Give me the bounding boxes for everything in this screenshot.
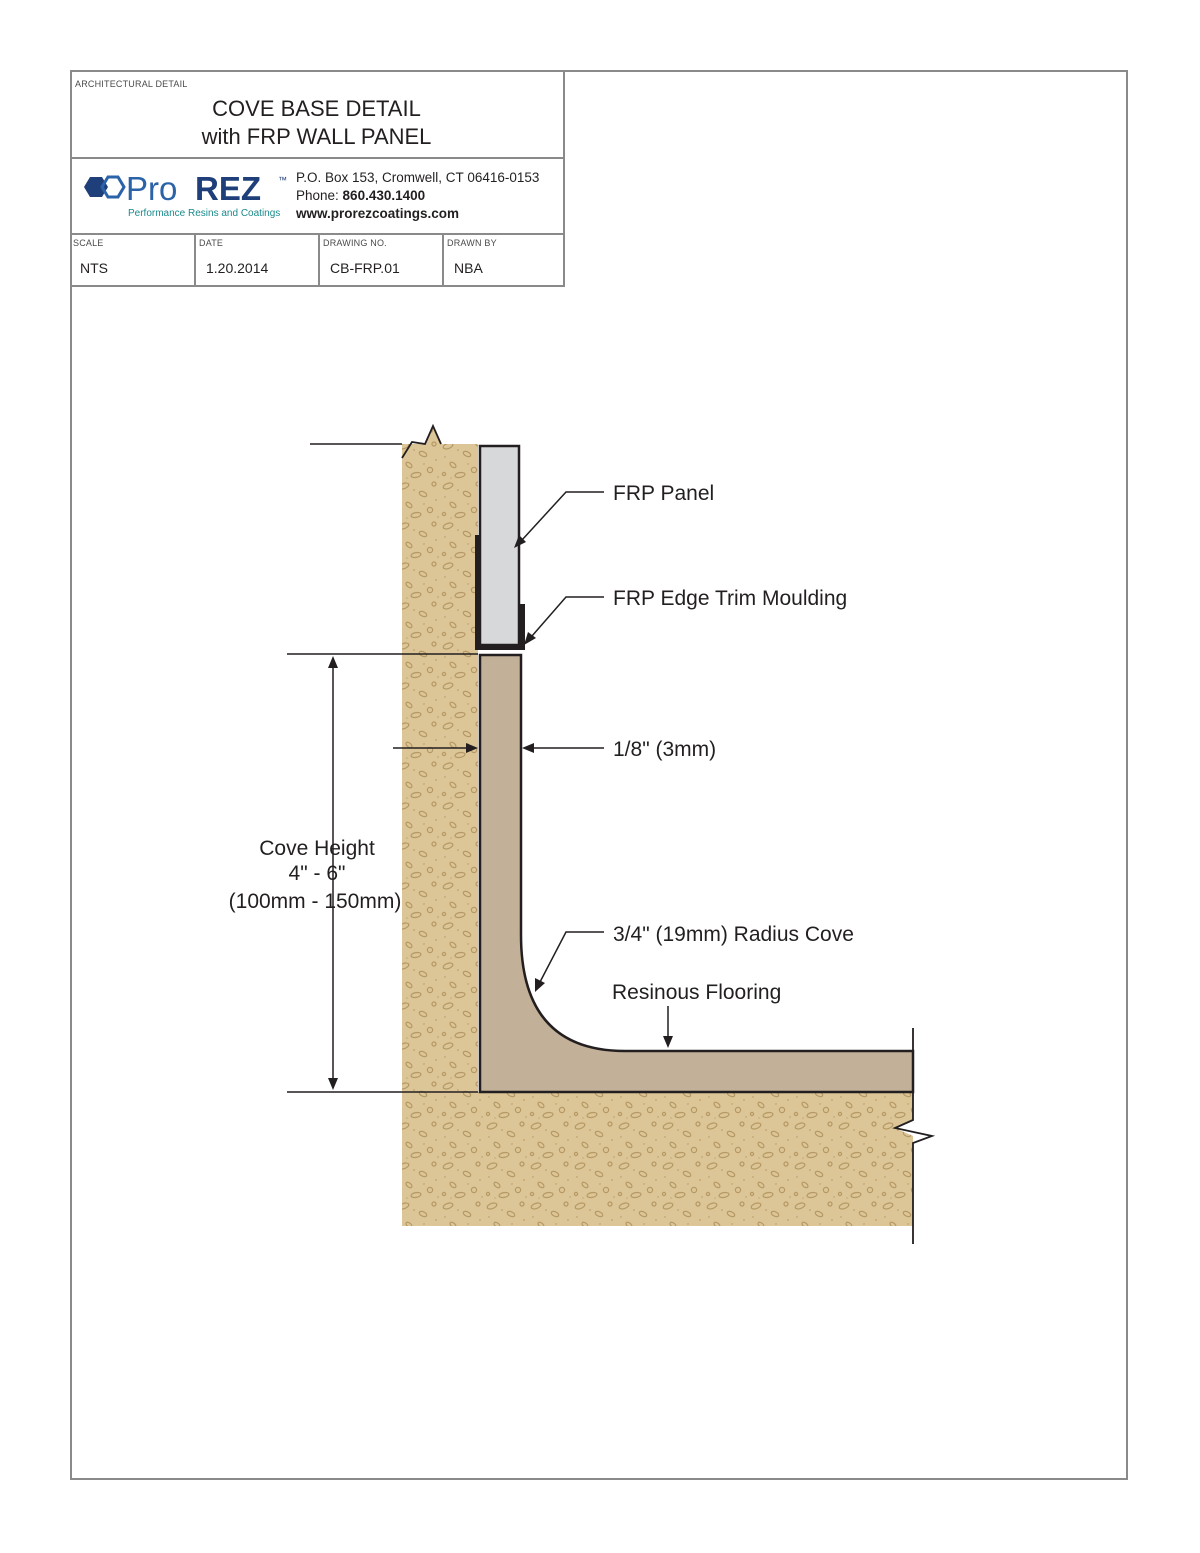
frp-panel-label: FRP Panel xyxy=(613,482,715,505)
dimension-arrow-up-icon xyxy=(328,656,338,668)
scale-label: SCALE xyxy=(73,238,104,248)
drawing-no-value: CB-FRP.01 xyxy=(330,260,400,276)
frp-panel xyxy=(480,446,519,645)
logo-rez-text: REZ xyxy=(195,170,261,207)
logo-pro-text: Pro xyxy=(126,170,178,207)
radius-cove-label: 3/4" (19mm) Radius Cove xyxy=(613,923,854,946)
logo-tagline: Performance Resins and Coatings xyxy=(128,208,281,219)
company-website: www.prorezcoatings.com xyxy=(296,206,460,221)
thickness-label: 1/8" (3mm) xyxy=(613,738,717,761)
company-address: P.O. Box 153, Cromwell, CT 06416-0153 xyxy=(296,170,540,185)
resinous-flooring-cove xyxy=(480,655,913,1092)
drawing-subtitle: with FRP WALL PANEL xyxy=(201,124,432,149)
cove-height-label-line2: 4" - 6" xyxy=(288,862,346,885)
frp-panel-leader xyxy=(522,492,604,540)
date-value: 1.20.2014 xyxy=(206,260,269,276)
phone-label: Phone: xyxy=(296,188,343,203)
edge-trim-label: FRP Edge Trim Moulding xyxy=(613,587,848,610)
drawn-by-value: NBA xyxy=(454,260,483,276)
thickness-arrow-left-icon xyxy=(522,743,534,753)
resinous-flooring-arrow-icon xyxy=(663,1036,673,1048)
radius-cove-leader xyxy=(540,932,604,982)
scale-value: NTS xyxy=(80,260,108,276)
cove-height-label-line1: Cove Height xyxy=(259,837,375,860)
drawing-no-label: DRAWING NO. xyxy=(323,238,387,248)
edge-trim-leader xyxy=(532,597,604,636)
drawing-title: COVE BASE DETAIL xyxy=(212,96,421,121)
drawn-by-label: DRAWN BY xyxy=(447,238,497,248)
cove-height-label-line3: (100mm - 150mm) xyxy=(228,890,402,913)
phone-number: 860.430.1400 xyxy=(342,188,426,203)
detail-type-label: ARCHITECTURAL DETAIL xyxy=(75,79,188,89)
logo-tm-text: ™ xyxy=(278,175,287,185)
radius-cove-arrow-icon xyxy=(535,978,545,992)
resinous-flooring-label: Resinous Flooring xyxy=(612,981,782,1004)
dimension-arrow-down-icon xyxy=(328,1078,338,1090)
date-label: DATE xyxy=(199,238,224,248)
